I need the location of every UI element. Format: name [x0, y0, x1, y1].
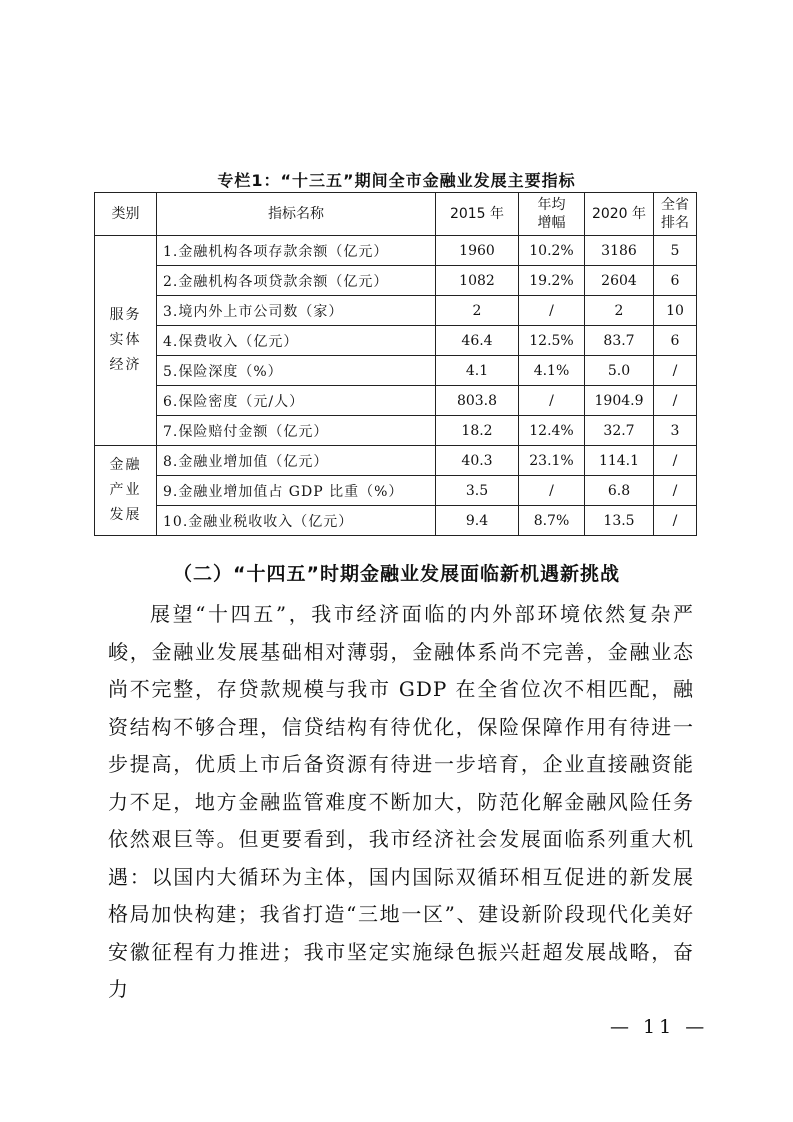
table-row [95, 416, 697, 446]
rank-cell: / [654, 506, 697, 536]
table-row [95, 476, 697, 506]
value-2020-cell: 3186 [585, 236, 654, 266]
table-row [95, 386, 697, 416]
indicator-name-cell: 6.保险密度（元/人） [157, 386, 436, 416]
growth-cell: 10.2% [519, 236, 585, 266]
rank-cell: / [654, 386, 697, 416]
rank-cell: 5 [654, 236, 697, 266]
indicator-name-cell: 3.境内外上市公司数（家） [157, 296, 436, 326]
indicators-table [94, 192, 697, 536]
table-row [95, 296, 697, 326]
growth-cell: 23.1% [519, 446, 585, 476]
indicator-name-cell: 9.金融业增加值占 GDP 比重（%） [157, 476, 436, 506]
value-2015-cell: 18.2 [436, 416, 519, 446]
value-2015-cell: 2 [436, 296, 519, 326]
value-2020-cell: 83.7 [585, 326, 654, 356]
header-rank: 全省 排名 [654, 193, 697, 236]
value-2015-cell: 9.4 [436, 506, 519, 536]
indicator-name-cell: 5.保险深度（%） [157, 356, 436, 386]
value-2015-cell: 1960 [436, 236, 519, 266]
rank-cell: / [654, 446, 697, 476]
value-2015-cell: 40.3 [436, 446, 519, 476]
indicator-name-cell: 7.保险赔付金额（亿元） [157, 416, 436, 446]
table-row [95, 236, 697, 266]
table-row [95, 266, 697, 296]
rank-cell: / [654, 476, 697, 506]
header-category: 类别 [95, 193, 157, 236]
indicator-name-cell: 10.金融业税收收入（亿元） [157, 506, 436, 536]
growth-cell: 12.5% [519, 326, 585, 356]
value-2015-cell: 1082 [436, 266, 519, 296]
growth-cell: / [519, 476, 585, 506]
paragraph: 展望“十四五”，我市经济面临的内外部环境依然复杂严峻，金融业发展基础相对薄弱，金融体系尚不完善，金融业态尚不完整，存贷款规模与我市 GDP 在全省位次不相匹配，融资结构不够合理，信贷结构有待优化，保险保障作用有待进一步提高，优质上市后备资源有待进一步培育，企业直接融资能力不足，地方金融监管难度不断加大，防范化解金融风险任务依然艰巨等。但更要看到，我市经济社会发展面临系列重大机遇：以国内大循环为主体，国内国际双循环相互促进的新发展格局加快构建；我省打造“三地一区”、建设新阶段现代化美好安徽征程有力推进；我市坚定实施绿色振兴赶超发展战略，奋力 [108, 602, 694, 1001]
header-indicator-name: 指标名称 [157, 193, 436, 236]
growth-cell: / [519, 296, 585, 326]
value-2020-cell: 2604 [585, 266, 654, 296]
value-2020-cell: 13.5 [585, 506, 654, 536]
category-cell: 金融 产业 发展 [95, 446, 157, 536]
body-text [108, 596, 694, 1009]
table-row [95, 446, 697, 476]
growth-cell: 4.1% [519, 356, 585, 386]
value-2020-cell: 32.7 [585, 416, 654, 446]
value-2020-cell: 6.8 [585, 476, 654, 506]
indicator-name-cell: 1.金融机构各项存款余额（亿元） [157, 236, 436, 266]
value-2015-cell: 803.8 [436, 386, 519, 416]
indicator-name-cell: 2.金融机构各项贷款余额（亿元） [157, 266, 436, 296]
table-row [95, 356, 697, 386]
table-body [95, 236, 697, 536]
value-2020-cell: 2 [585, 296, 654, 326]
category-cell: 服务 实体 经济 [95, 236, 157, 446]
value-2020-cell: 114.1 [585, 446, 654, 476]
rank-cell: 3 [654, 416, 697, 446]
table-row [95, 326, 697, 356]
growth-cell: 19.2% [519, 266, 585, 296]
value-2020-cell: 1904.9 [585, 386, 654, 416]
rank-cell: 10 [654, 296, 697, 326]
value-2015-cell: 46.4 [436, 326, 519, 356]
value-2020-cell: 5.0 [585, 356, 654, 386]
rank-cell: 6 [654, 326, 697, 356]
rank-cell: 6 [654, 266, 697, 296]
rank-cell: / [654, 356, 697, 386]
growth-cell: / [519, 386, 585, 416]
table-caption: 专栏1：“十三五”期间全市金融业发展主要指标 [217, 171, 576, 190]
section-heading: （二）“十四五”时期金融业发展面临新机遇新挑战 [173, 563, 620, 585]
table-row [95, 506, 697, 536]
indicator-name-cell: 8.金融业增加值（亿元） [157, 446, 436, 476]
growth-cell: 8.7% [519, 506, 585, 536]
indicator-name-cell: 4.保费收入（亿元） [157, 326, 436, 356]
header-2020: 2020 年 [585, 193, 654, 236]
page-number: — 11 — [610, 1016, 709, 1038]
table-header-row [95, 193, 697, 236]
value-2015-cell: 4.1 [436, 356, 519, 386]
header-2015: 2015 年 [436, 193, 519, 236]
growth-cell: 12.4% [519, 416, 585, 446]
value-2015-cell: 3.5 [436, 476, 519, 506]
header-growth: 年均 增幅 [519, 193, 585, 236]
